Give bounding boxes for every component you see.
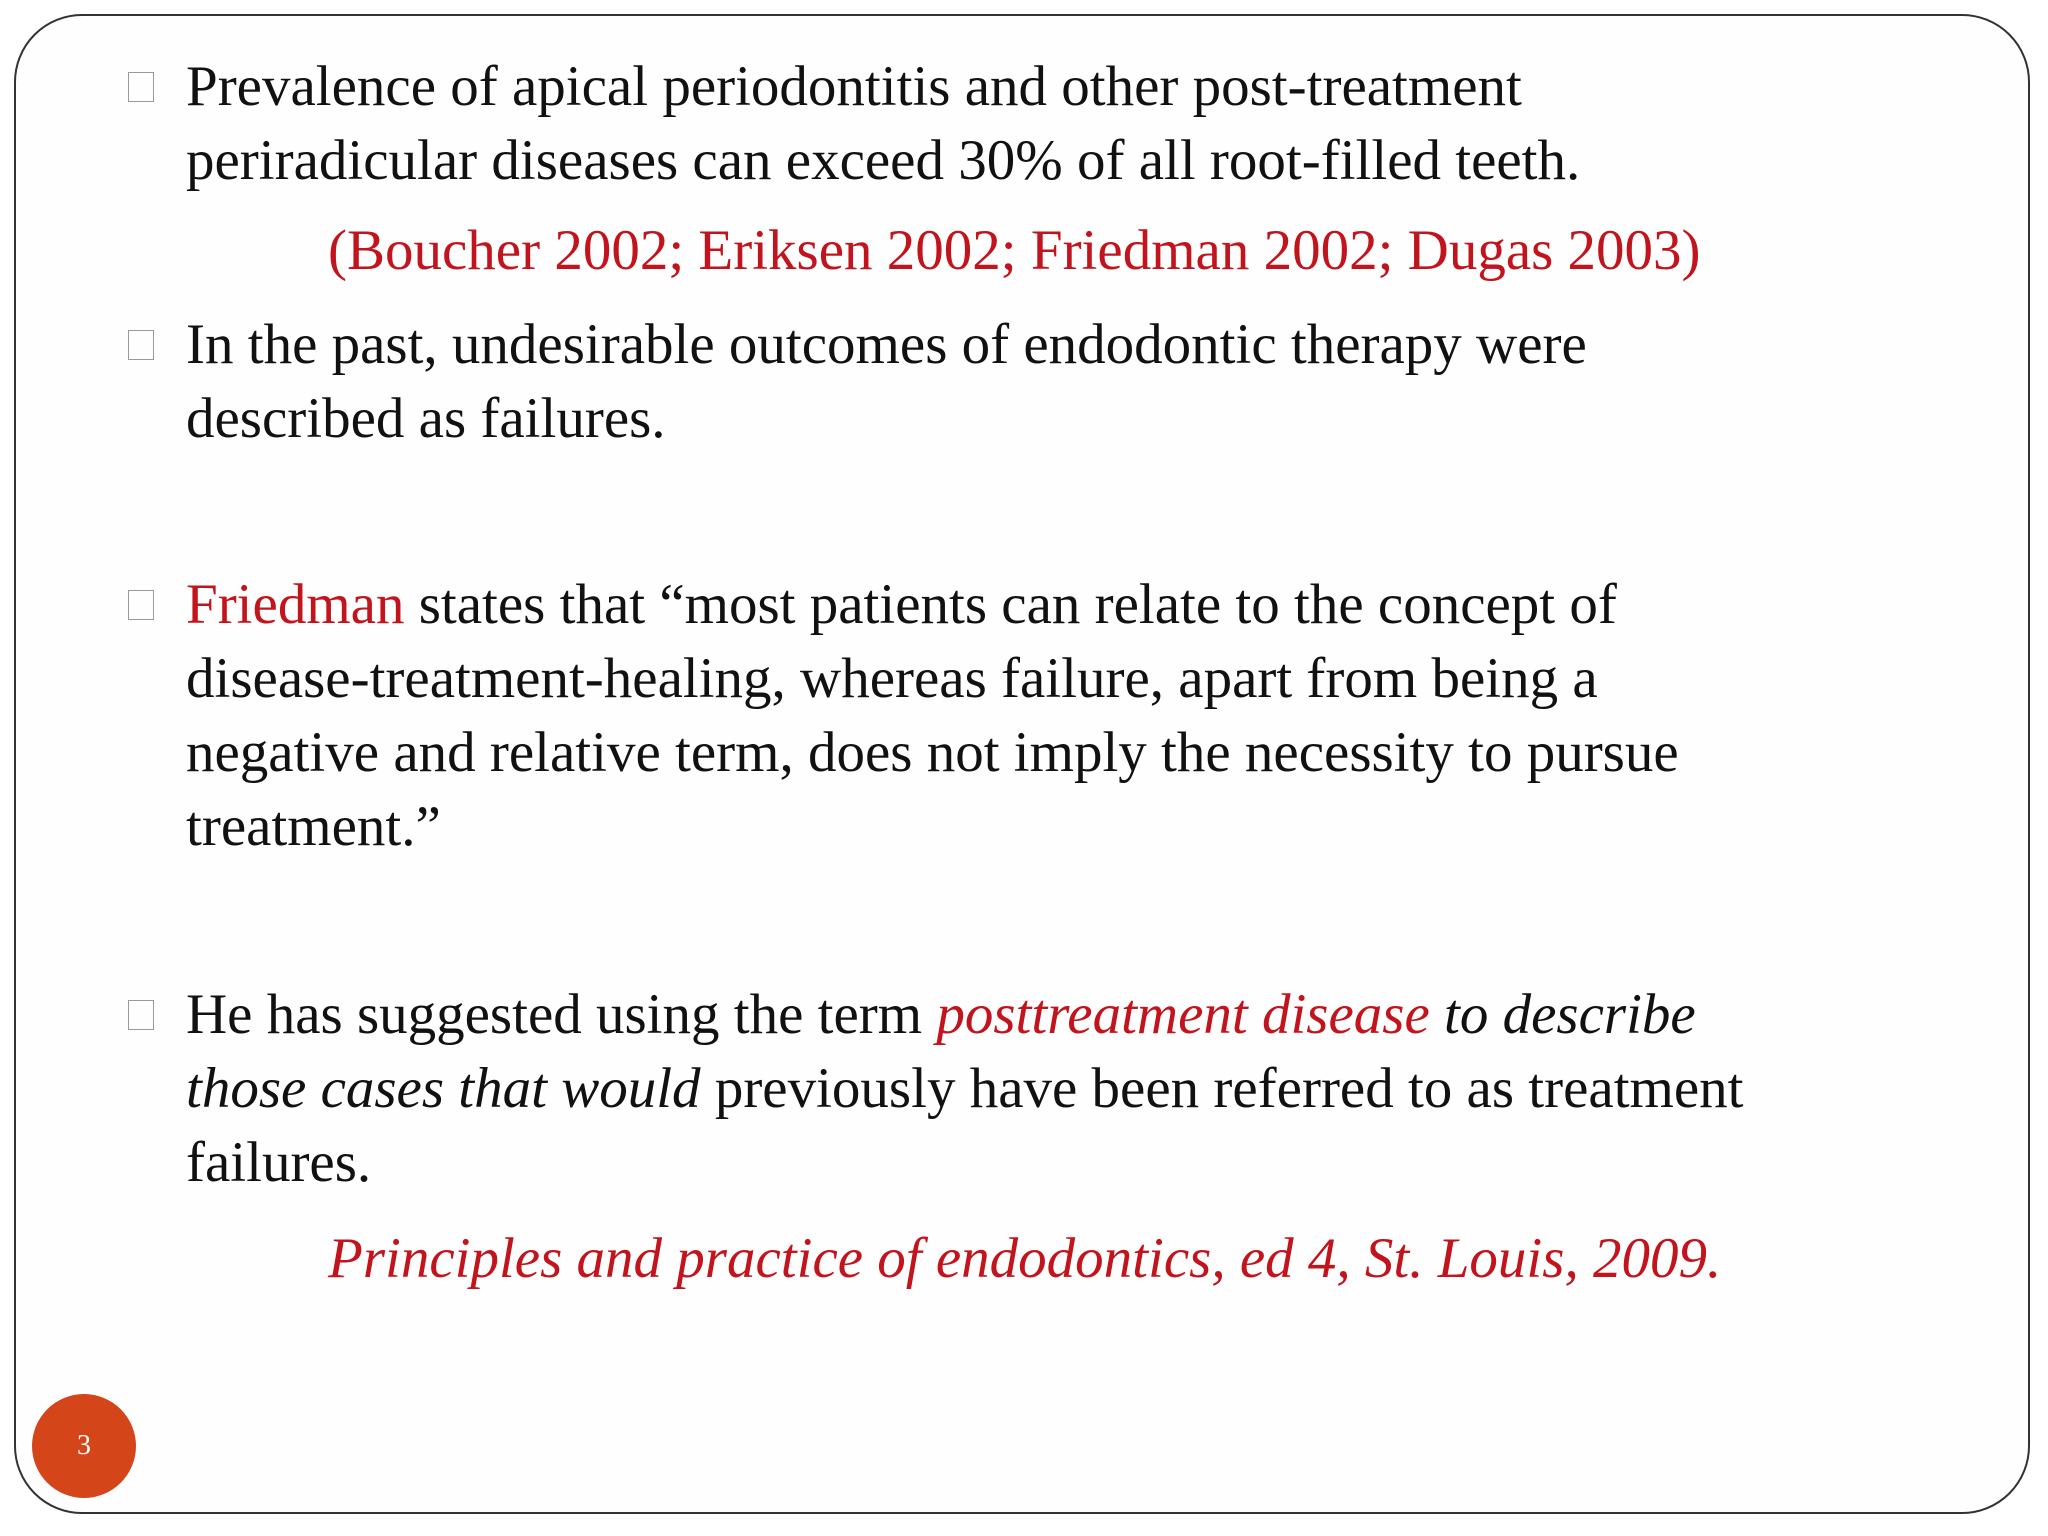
- bullet-3-line-3: negative and relative term, does not imply the necessity to pursue: [186, 721, 1679, 784]
- bullet-4-line-3: failures.: [186, 1131, 372, 1194]
- bullet-4-line-1: [186, 978, 1696, 1052]
- author-name: Friedman: [186, 573, 405, 636]
- page-number: 3: [77, 1430, 91, 1461]
- bullet-4-citation: Principles and practice of endodontics, ed 4, St. Louis, 2009.: [328, 1227, 1722, 1290]
- term-posttreatment-disease: posttreatment disease: [936, 983, 1430, 1046]
- bullet-3-line-1: [186, 568, 1617, 642]
- bullet-marker: [128, 72, 154, 102]
- bullet-4-line-2: [186, 1052, 1744, 1126]
- bullet-1-line-1: Prevalence of apical periodontitis and other post-treatment: [186, 55, 1522, 118]
- bullet-marker: [128, 1000, 154, 1030]
- bullet-1-line-2: periradicular diseases can exceed 30% of all root-filled teeth.: [186, 129, 1581, 192]
- bullet-marker: [128, 590, 154, 620]
- bullet-4-line-1-italic-end: to describe: [1429, 983, 1696, 1046]
- bullet-1-citation: (Boucher 2002; Eriksen 2002; Friedman 2002; Dugas 2003): [328, 219, 1701, 282]
- bullet-4-line-2-italic: those cases that would: [186, 1057, 701, 1120]
- bullet-3-line-1-rest: states that “most patients can relate to the concept of: [404, 573, 1617, 636]
- bullet-2-line-1: In the past, undesirable outcomes of endodontic therapy were: [186, 313, 1587, 376]
- bullet-3-line-4: treatment.”: [186, 795, 441, 858]
- bullet-2-line-2: described as failures.: [186, 387, 666, 450]
- bullet-4-line-1-start: He has suggested using the term: [186, 983, 937, 1046]
- bullet-4-line-2-rest: previously have been referred to as treatment: [700, 1057, 1744, 1120]
- bullet-marker: [128, 330, 154, 360]
- bullet-3-line-2: disease-treatment-healing, whereas failure, apart from being a: [186, 647, 1598, 710]
- page-number-badge: [32, 1394, 136, 1498]
